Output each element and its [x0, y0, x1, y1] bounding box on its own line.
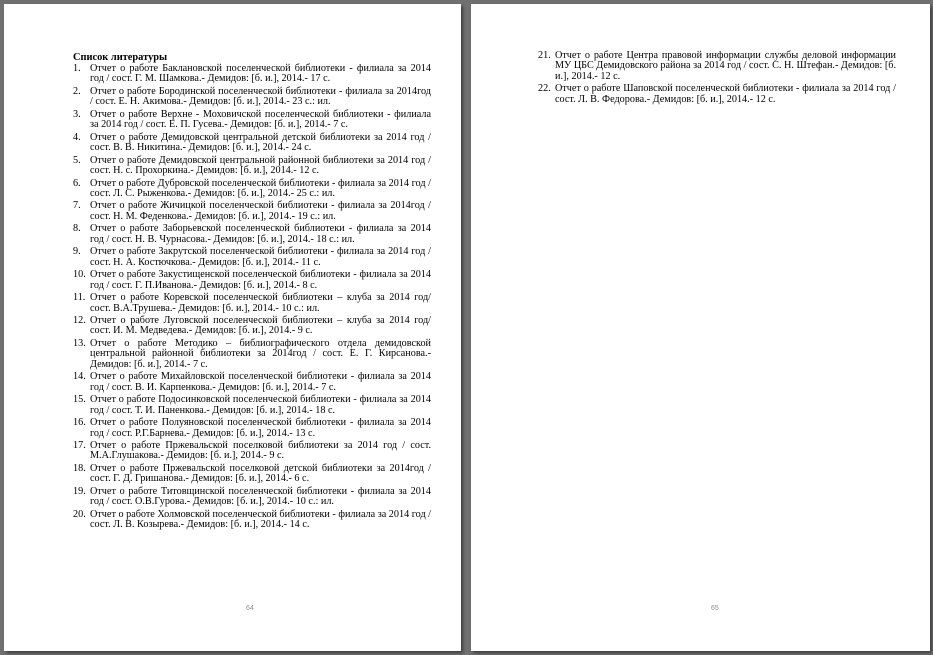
page-65	[471, 4, 930, 651]
bibliography-entry	[73, 156, 431, 177]
bibliography-entry	[73, 464, 431, 485]
bibliography-entry	[73, 339, 431, 370]
entry-text: Отчет о работе Коревской поселенческой библиотеки – клуба за 2014 год/ сост. В.А.Трушева.- Демидов: [б. и.], 2014.- 10 с.: ил.	[90, 292, 431, 314]
entry-number: 20.	[73, 508, 86, 520]
entry-text: Отчет о работе Дубровской поселенческой библиотеки - филиала за 2014 год / сост. Л. С. Рыженкова.- Демидов: [б. и.], 2014.- 25 с.: ил.	[90, 177, 431, 199]
entry-text: Отчет о работе Подосинковской поселенческой библиотеки - филиала за 2014 год / сост. Т. И. Паненкова.- Демидов: [б. и.], 2014.- 18 с.	[90, 394, 431, 416]
entry-text: Отчет о работе Бородинской поселенческой библиотеки - филиала за 2014год / сост. Е. Н. Акимова.- Демидов: [б. и.], 2014.- 23 с.: ил.	[90, 85, 431, 108]
entry-number: 18.	[73, 462, 86, 474]
bibliography-entry	[73, 372, 431, 393]
entry-number: 9.	[73, 246, 81, 258]
bibliography-entry	[73, 201, 431, 222]
entry-number: 2.	[73, 85, 81, 97]
entry-number: 7.	[73, 200, 81, 212]
entry-text: Отчет о работе Жичицкой поселенческой библиотеки - филиала за 2014год / сост. Н. М. Феденкова.- Демидов: [б. и.], 2014.- 19 с.: ил.	[90, 200, 431, 222]
entry-number: 13.	[73, 337, 86, 349]
entry-text: Отчет о работе Полуяновской поселенческой библиотеки - филиала за 2014 год / сост. Р.Г.Барнева.- Демидов: [б. и.], 2014.- 13 с.	[90, 417, 431, 439]
entry-text: Отчет о работе Демидовской центральной детской библиотеки за 2014 год / сост. В. В. Никитина.- Демидов: [б. и.], 2014.- 24 с.	[90, 131, 431, 154]
entry-text: Отчет о работе Закрутской поселенческой библиотеки - филиала за 2014 год / сост. Н. А. Костючкова.- Демидов: [б. и.], 2014.- 11 с.	[90, 246, 431, 268]
entry-text: Отчет о работе Демидовской центральной районной библиотеки за 2014 год / сост. Н. с. Прохоркина.- Демидов: [б. и.], 2014.- 12 с.	[90, 154, 431, 177]
bibliography-entry	[73, 293, 431, 314]
bibliography-entry	[73, 510, 431, 531]
entry-text: Отчет о работе Холмовской поселенческой библиотеки - филиала за 2014 год / сост. Л. В. Козырева.- Демидов: [б. и.], 2014.- 14 с.	[90, 508, 432, 531]
entry-text: Отчет о работе Центра правовой информации службы деловой информации МУ ЦБС Демидовского района за 2014 год / сост. С. Н. Штефан.- Демидов: [б. и.], 2014.- 12 с.	[555, 50, 896, 82]
entry-number: 6.	[73, 177, 81, 189]
entry-number: 14.	[73, 371, 86, 383]
bibliography-entry	[73, 110, 431, 131]
bibliography-entry	[73, 87, 431, 108]
bibliography-entry	[73, 487, 431, 508]
bibliography-entry	[73, 441, 431, 462]
bibliography-entry	[73, 418, 431, 439]
bibliography-entry	[73, 179, 431, 200]
entry-text: Отчет о работе Пржевальской поселковой библиотеки за 2014 год / сост. М.А.Глушакова.- Демидов: [б. и.], 2014.- 9 с.	[90, 439, 431, 462]
entry-number: 16.	[73, 417, 86, 429]
entry-number: 15.	[73, 394, 86, 406]
entry-number: 21.	[538, 50, 551, 61]
entry-number: 3.	[73, 108, 81, 120]
page-number: 64	[246, 605, 254, 612]
bibliography-list	[538, 51, 896, 107]
entry-text: Отчет о работе Пржевальской поселковой детской библиотеки за 2014год / сост. Г. Д. Гришанова.- Демидов: [б. и.], 2014.- 6 с.	[90, 462, 431, 485]
entry-text: Отчет о работе Луговской поселенческой библиотеки – клуба за 2014 год/ сост. И. М. Медведева.- Демидов: [б. и.], 2014.- 9 с.	[90, 314, 431, 337]
bibliography-entry	[538, 84, 896, 105]
entry-number: 11.	[73, 292, 86, 304]
entry-text: Отчет о работе Методико – библиографического отдела демидовской центральной районной библиотеки за 2014год / сост. Е. Г. Кирсанова.- Демидов: [б. и.], 2014.- 7 с.	[90, 337, 431, 370]
bibliography-entry	[73, 64, 431, 85]
entry-number: 22.	[538, 83, 551, 95]
entry-text: Отчет о работе Михайловской поселенческой библиотеки - филиала за 2014 год / сост. В. И. Карпенкова.- Демидов: [б. и.], 2014.- 7 с.	[90, 371, 431, 393]
page-64	[4, 4, 461, 651]
entry-number: 5.	[73, 154, 81, 166]
entry-text: Отчет о работе Верхне - Моховичской поселенческой библиотеки - филиала за 2014 год / сост. Е. П. Гусева.- Демидов: [б. и.], 2014.- 7 с.	[90, 108, 431, 131]
entry-number: 17.	[73, 439, 86, 451]
bibliography-entry	[73, 133, 431, 154]
entry-number: 8.	[73, 223, 81, 235]
entry-text: Отчет о работе Закустищенской поселенческой библиотеки - филиала за 2014 год / сост. Г. П.Иванова.- Демидов: [б. и.], 2014.- 8 с.	[90, 269, 431, 291]
entry-number: 19.	[73, 485, 86, 497]
bibliography-entry	[73, 395, 431, 416]
entry-text: Отчет о работе Титовщинской поселенческой библиотеки - филиала за 2014 год / сост. О.В.Гурова.- Демидов: [б. и.], 2014.- 10 с.: ил.	[90, 485, 431, 508]
bibliography-list	[73, 64, 431, 533]
entry-number: 10.	[73, 269, 86, 281]
bibliography-entry	[73, 224, 431, 245]
entry-text: Отчет о работе Заборьевской поселенческой библиотеки - филиала за 2014 год / сост. Н. В. Чурнасова.- Демидов: [б. и.], 2014.- 18 с.: ил.	[90, 223, 431, 245]
entry-number: 4.	[73, 131, 81, 143]
bibliography-heading: Список литературы	[73, 52, 168, 63]
bibliography-entry	[73, 270, 431, 291]
entry-number: 1.	[73, 63, 81, 74]
bibliography-entry	[538, 51, 896, 82]
bibliography-entry	[73, 316, 431, 337]
entry-text: Отчет о работе Баклановской поселенческой библиотеки - филиала за 2014 год / сост. Г. М. Шамкова.- Демидов: [б. и.], 2014.- 17 с.	[90, 63, 431, 85]
entry-text: Отчет о работе Шаповской поселенческой библиотеки - филиала за 2014 год / сост. Л. В. Федорова.- Демидов: [б. и.], 2014.- 12 с.	[555, 83, 896, 105]
page-number: 65	[711, 605, 719, 612]
bibliography-entry	[73, 247, 431, 268]
entry-number: 12.	[73, 314, 86, 326]
